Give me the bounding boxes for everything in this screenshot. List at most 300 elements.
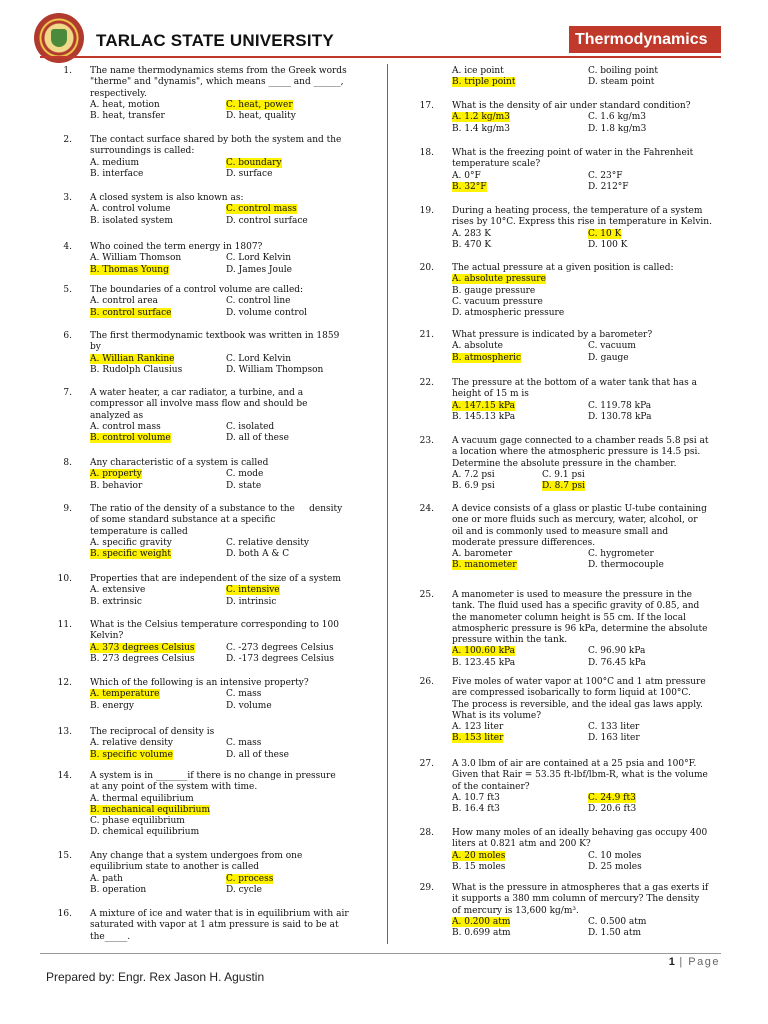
question-item — [50, 193, 370, 227]
answer-option-text: B. 153 liter — [452, 733, 504, 744]
answer-option — [90, 585, 226, 596]
answer-option-text: A. barometer — [452, 549, 513, 560]
question-item — [50, 135, 370, 180]
answer-option — [452, 722, 588, 733]
answer-options — [90, 354, 370, 377]
answer-options — [452, 793, 734, 816]
answer-options — [90, 794, 370, 839]
answer-option — [226, 253, 370, 264]
question-text: Five moles of water vapor at 100°C and 1 atm pressure are compressed isobarically to form liquid at 100°C. The process is reversible, and the ideal gas laws apply. What is its volume? — [452, 677, 706, 721]
answer-option — [226, 354, 370, 365]
answer-option — [588, 353, 734, 364]
answer-options — [90, 585, 370, 608]
question-number: 6. — [63, 331, 72, 341]
answer-option — [226, 365, 370, 376]
answer-option-text: B. manometer — [452, 560, 517, 571]
answer-option — [90, 874, 226, 885]
answer-option — [452, 341, 588, 352]
answer-option — [452, 658, 588, 669]
answer-option — [588, 171, 734, 182]
question-text: A device consists of a glass or plastic U-tube containing one or more fluids such as mercury, water, alcohol, or oil and is commonly used to measure small and moderate pressure differences. — [452, 504, 707, 548]
question-number: 4. — [63, 242, 72, 252]
answer-option — [90, 481, 226, 492]
answer-option-text: D. 163 liter — [588, 733, 640, 744]
answer-options — [452, 274, 734, 319]
question-item — [50, 727, 370, 761]
answer-option — [90, 816, 370, 827]
answer-option-text: A. 7.2 psi — [452, 469, 495, 480]
answer-option-text: C. process — [226, 873, 274, 884]
page-label: | Page — [679, 956, 720, 968]
answer-option — [90, 100, 226, 111]
question-number: 10. — [57, 574, 72, 584]
answer-option — [226, 296, 370, 307]
question-body — [90, 331, 370, 376]
question-item — [412, 101, 734, 135]
question-number: 21. — [419, 330, 434, 340]
answer-option-text: D. -173 degrees Celsius — [226, 653, 334, 664]
answer-option-text: C. intensive — [226, 585, 280, 596]
answer-options — [90, 874, 370, 897]
answer-option-correct — [90, 265, 226, 276]
question-body — [452, 828, 734, 873]
answer-options — [90, 253, 370, 276]
question-text: The ratio of the density of a substance to the density of some standard substance at a specific temperature is called — [90, 504, 343, 537]
answer-option — [452, 793, 588, 804]
answer-option-text: B. heat, transfer — [90, 111, 165, 122]
question-body — [90, 193, 370, 227]
answer-option-text: A. 10.7 ft3 — [452, 792, 500, 803]
answer-option-text: D. both A & C — [226, 549, 290, 560]
answer-option — [90, 253, 226, 264]
question-body — [90, 574, 370, 608]
answer-option-text: B. specific volume — [90, 749, 173, 760]
answer-option-text: D. thermocouple — [588, 560, 664, 571]
question-item — [50, 388, 370, 444]
answer-option-text: D. cycle — [226, 884, 262, 895]
question-text: A vacuum gage connected to a chamber reads 5.8 psi at a location where the atmospheric pressure is 14.5 psi. Determine the absolute pressure in the chamber. — [452, 436, 709, 469]
question-body — [452, 66, 734, 89]
subject-title: Thermodynamics — [569, 26, 721, 53]
question-item — [412, 378, 734, 423]
answer-options — [452, 112, 734, 135]
answer-option-correct — [90, 750, 226, 761]
answer-options — [452, 229, 734, 252]
answer-option — [588, 917, 734, 928]
question-text: During a heating process, the temperature of a system rises by 10°C. Express this rise in temperature in Kelvin. — [452, 206, 712, 228]
answer-option-text: A. path — [90, 873, 123, 884]
answer-option-text: D. 1.8 kg/m3 — [588, 123, 647, 134]
answer-option-text: B. 1.4 kg/m3 — [452, 123, 511, 134]
answer-option-correct — [90, 689, 226, 700]
answer-option-text: B. Thomas Young — [90, 264, 169, 275]
answer-option-correct — [226, 100, 370, 111]
answer-option-text: B. Rudolph Clausius — [90, 364, 183, 375]
question-body — [90, 66, 370, 122]
question-body — [452, 436, 734, 492]
question-number: 13. — [57, 727, 72, 737]
answer-option — [226, 689, 370, 700]
answer-option — [226, 750, 370, 761]
answer-options — [452, 171, 734, 194]
question-text: The name thermodynamics stems from the Greek words "therme" and "dynamis", which means _____ and ______, respectively. — [90, 66, 347, 99]
question-body — [452, 263, 734, 319]
answer-options — [452, 722, 734, 745]
answer-option-text: D. gauge — [588, 352, 629, 363]
answer-option-text: B. triple point — [452, 77, 516, 88]
answer-option-text: A. 100.60 kPa — [452, 646, 516, 657]
question-text: The boundaries of a control volume are called: — [90, 285, 304, 295]
prepared-by: Prepared by: Engr. Rex Jason H. Agustin — [46, 970, 265, 984]
answer-option — [542, 470, 734, 481]
answer-option-text: A. 147.15 kPa — [452, 400, 516, 411]
answer-option — [452, 804, 588, 815]
answer-option-text: B. energy — [90, 700, 134, 711]
answer-option-text: A. 283 K — [452, 228, 491, 239]
answer-option-text: C. control mass — [226, 204, 297, 215]
answer-option-text: A. relative density — [90, 738, 173, 749]
question-body — [452, 759, 734, 815]
answer-option — [226, 111, 370, 122]
answer-option-text: A. temperature — [90, 689, 160, 700]
answer-option — [452, 286, 734, 297]
answer-option-correct — [452, 182, 588, 193]
answer-option-text: D. all of these — [226, 749, 289, 760]
answer-option-text: D. chemical equilibrium — [90, 827, 200, 838]
question-number: 9. — [63, 504, 72, 514]
answer-option — [452, 308, 734, 319]
question-text: How many moles of an ideally behaving gas occupy 400 liters at 0.821 atm and 200 K? — [452, 828, 708, 850]
answer-option — [452, 928, 588, 939]
answer-option-correct — [452, 77, 588, 88]
answer-option-text: D. 130.78 kPa — [588, 411, 652, 422]
answer-option — [226, 643, 370, 654]
answer-options — [452, 401, 734, 424]
answer-option-text: A. property — [90, 469, 142, 480]
question-number: 20. — [419, 263, 434, 273]
question-text: Properties that are independent of the size of a system — [90, 574, 341, 584]
answer-option-text: A. William Thomson — [90, 253, 182, 264]
question-number: 12. — [57, 678, 72, 688]
answer-option — [226, 433, 370, 444]
answer-option — [588, 66, 734, 77]
answer-option-text: C. mass — [226, 738, 262, 749]
question-number: 26. — [419, 677, 434, 687]
question-item — [50, 458, 370, 492]
answer-options — [90, 204, 370, 227]
question-body — [90, 851, 370, 896]
question-text: Any change that a system undergoes from one equilibrium state to another is called — [90, 851, 303, 873]
question-body — [90, 242, 370, 276]
answer-option-text: C. 0.500 atm — [588, 916, 647, 927]
answer-option — [226, 481, 370, 492]
question-body — [90, 909, 370, 943]
answer-option — [588, 733, 734, 744]
answer-option — [452, 412, 588, 423]
answer-option — [588, 851, 734, 862]
question-text: The first thermodynamic textbook was written in 1859 by — [90, 331, 340, 353]
answer-option-text: C. Lord Kelvin — [226, 253, 292, 264]
question-body — [452, 677, 734, 745]
question-item — [412, 590, 734, 669]
answer-option — [588, 401, 734, 412]
answer-option-text: B. specific weight — [90, 549, 171, 560]
answer-option-text: B. 16.4 ft3 — [452, 804, 500, 815]
question-number: 8. — [63, 458, 72, 468]
question-text: A 3.0 lbm of air are contained at a 25 psia and 100°F. Given that Rair = 53.35 ft-lbf/lbm-R, what is the volume of the container? — [452, 759, 708, 792]
question-text: A system is in _______if there is no change in pressure at any point of the system with time. — [90, 771, 336, 793]
answer-option-text: B. operation — [90, 884, 147, 895]
answer-options — [90, 738, 370, 761]
answer-option — [588, 182, 734, 193]
answer-option-text: A. 373 degrees Celsius — [90, 642, 195, 653]
answer-option — [588, 112, 734, 123]
answer-option — [226, 701, 370, 712]
answer-option-text: B. 123.45 kPa — [452, 657, 516, 668]
answer-option-text: B. atmospheric — [452, 352, 521, 363]
answer-option — [90, 827, 370, 838]
answer-option-text: C. 1.6 kg/m3 — [588, 112, 646, 123]
question-body — [90, 135, 370, 180]
answer-option-text: A. extensive — [90, 585, 146, 596]
question-item — [412, 263, 734, 319]
answer-option-text: D. atmospheric pressure — [452, 308, 565, 319]
question-text: A manometer is used to measure the pressure in the tank. The fluid used has a specific gravity of 0.85, and the manometer column height is 55 cm. If the local atmospheric pressure is 96 kPa, determine the absolute pressure within the tank. — [452, 590, 708, 646]
answer-option — [90, 204, 226, 215]
answer-option-correct — [226, 585, 370, 596]
answer-options — [452, 646, 734, 669]
answer-option-text: A. absolute pressure — [452, 274, 546, 285]
answer-option-correct — [542, 481, 734, 492]
question-item — [50, 504, 370, 560]
answer-option — [588, 560, 734, 571]
answer-option-text: C. vacuum pressure — [452, 296, 543, 307]
answer-option — [452, 481, 542, 492]
answer-option-text: C. -273 degrees Celsius — [226, 642, 334, 653]
answer-options — [90, 643, 370, 666]
answer-option — [226, 549, 370, 560]
question-body — [90, 620, 370, 665]
answer-option-text: C. control line — [226, 296, 291, 307]
question-item — [50, 285, 370, 319]
question-body — [452, 378, 734, 423]
answer-option-correct — [90, 643, 226, 654]
answer-option-correct — [452, 353, 588, 364]
answer-option-text: C. relative density — [226, 537, 310, 548]
question-item — [412, 828, 734, 873]
answer-option — [588, 722, 734, 733]
answer-option — [588, 412, 734, 423]
answer-options — [90, 100, 370, 123]
answer-option-text: B. interface — [90, 168, 144, 179]
answer-option-text: B. behavior — [90, 480, 143, 491]
answer-option-text: B. extrinsic — [90, 596, 142, 607]
answer-option-text: D. heat, quality — [226, 111, 296, 122]
question-item — [50, 242, 370, 276]
answer-option-text: C. isolated — [226, 421, 275, 432]
answer-option — [90, 885, 226, 896]
question-item — [412, 883, 734, 939]
answer-option-text: D. surface — [226, 168, 273, 179]
answer-option-text: A. medium — [90, 157, 140, 168]
question-number: 2. — [63, 135, 72, 145]
question-item — [50, 851, 370, 896]
answer-option — [452, 240, 588, 251]
answer-option — [90, 597, 226, 608]
question-body — [452, 590, 734, 669]
answer-option-text: B. mechanical equilibrium — [90, 804, 211, 815]
answer-option-text: C. 24.9 ft3 — [588, 792, 636, 803]
answer-option — [226, 885, 370, 896]
answer-option-correct — [226, 158, 370, 169]
answer-option-correct — [90, 549, 226, 560]
answer-option — [90, 111, 226, 122]
answer-option-text: D. James Joule — [226, 264, 292, 275]
answer-option — [90, 538, 226, 549]
question-number: 3. — [63, 193, 72, 203]
answer-options — [90, 422, 370, 445]
university-name: TARLAC STATE UNIVERSITY — [96, 31, 334, 50]
answer-option-text: C. 133 liter — [588, 722, 640, 733]
answer-option-text: C. Lord Kelvin — [226, 353, 292, 364]
answer-option-text: D. 1.50 atm — [588, 928, 642, 939]
answer-option-correct — [90, 469, 226, 480]
answer-option-text: C. 9.1 psi — [542, 469, 585, 480]
answer-option — [226, 422, 370, 433]
answer-option — [90, 365, 226, 376]
answer-option — [452, 229, 588, 240]
answer-option-text: C. boiling point — [588, 66, 658, 76]
answer-option — [588, 862, 734, 873]
answer-options — [90, 538, 370, 561]
question-text: A water heater, a car radiator, a turbine, and a compressor all involve mass flow and should be analyzed as — [90, 388, 308, 421]
answer-option — [226, 738, 370, 749]
answer-option-text: D. 8.7 psi — [542, 481, 586, 492]
answer-option-correct — [452, 112, 588, 123]
question-item — [412, 148, 734, 193]
question-text: What is the pressure in atmospheres that a gas exerts if it supports a 380 mm column of mercury? The density of mercury is 13,600 kg/m³. — [452, 883, 709, 916]
question-body — [90, 727, 370, 761]
answer-option-text: A. 0.200 atm — [452, 916, 511, 927]
answer-option-correct — [588, 793, 734, 804]
page-indicator — [669, 956, 720, 968]
question-text: Which of the following is an intensive property? — [90, 678, 309, 688]
answer-option-text: B. 15 moles — [452, 861, 506, 872]
answer-options — [452, 851, 734, 874]
answer-option-correct — [90, 805, 370, 816]
question-body — [90, 388, 370, 444]
question-text: What pressure is indicated by a barometer? — [452, 330, 653, 340]
answer-option-correct — [452, 851, 588, 862]
answer-option — [226, 308, 370, 319]
question-body — [452, 206, 734, 251]
answer-option-correct — [452, 733, 588, 744]
question-body — [452, 101, 734, 135]
answer-option-text: C. 23°F — [588, 170, 623, 181]
answer-option-correct — [452, 646, 588, 657]
question-number: 27. — [419, 759, 434, 769]
question-body — [452, 504, 734, 572]
answer-option — [452, 124, 588, 135]
seal-emblem-icon — [51, 29, 67, 47]
answer-option-text: C. 119.78 kPa — [588, 400, 652, 411]
answer-option — [226, 469, 370, 480]
answer-option — [90, 701, 226, 712]
answer-option-text: D. steam point — [588, 77, 655, 88]
answer-option — [588, 928, 734, 939]
answer-option-text: D. William Thompson — [226, 364, 324, 375]
answer-option — [588, 124, 734, 135]
answer-options — [90, 469, 370, 492]
question-number: 14. — [57, 771, 72, 781]
answer-option — [90, 158, 226, 169]
answer-option — [452, 470, 542, 481]
question-item — [412, 677, 734, 745]
question-item — [50, 620, 370, 665]
page-number: 1 — [668, 956, 675, 968]
question-number: 17. — [419, 101, 434, 111]
answer-option-text: A. ice point — [452, 66, 504, 76]
answer-option-text: B. 273 degrees Celsius — [90, 653, 195, 664]
answer-option-text: C. 96.90 kPa — [588, 646, 646, 657]
answer-option — [90, 794, 370, 805]
question-text: A closed system is also known as: — [90, 193, 244, 203]
answer-option-text: B. 470 K — [452, 239, 492, 250]
answer-option — [588, 341, 734, 352]
answer-option-text: C. vacuum — [588, 341, 636, 352]
answer-options — [452, 66, 734, 89]
question-item — [412, 436, 734, 492]
question-item — [412, 504, 734, 572]
answer-option — [90, 738, 226, 749]
question-item — [50, 331, 370, 376]
question-text: The pressure at the bottom of a water tank that has a height of 15 m is — [452, 378, 697, 400]
answer-option-correct — [90, 433, 226, 444]
question-number: 7. — [63, 388, 72, 398]
answer-option — [588, 804, 734, 815]
answer-option — [226, 169, 370, 180]
answer-option — [452, 862, 588, 873]
column-divider — [387, 64, 388, 944]
answer-option — [588, 646, 734, 657]
question-text: What is the Celsius temperature corresponding to 100 Kelvin? — [90, 620, 339, 642]
answer-option-correct — [452, 274, 734, 285]
answer-options — [90, 689, 370, 712]
answer-options — [90, 158, 370, 181]
question-item — [50, 771, 370, 839]
answer-option-text: A. specific gravity — [90, 537, 172, 548]
answer-option-text: A. absolute — [452, 341, 504, 352]
answer-option-text: D. 100 K — [588, 239, 628, 250]
answer-option-correct — [452, 401, 588, 412]
answer-option-text: A. 20 moles — [452, 850, 506, 861]
answer-option-text: D. 25 moles — [588, 861, 642, 872]
question-number: 29. — [419, 883, 434, 893]
answer-option-text: C. phase equilibrium — [90, 816, 185, 827]
answer-option — [226, 654, 370, 665]
answer-options — [90, 296, 370, 319]
answer-options — [452, 917, 734, 940]
answer-option — [588, 549, 734, 560]
question-item — [412, 206, 734, 251]
answer-option — [226, 597, 370, 608]
question-text: Any characteristic of a system is called — [90, 458, 269, 468]
footer-rule — [40, 953, 721, 954]
question-text: The actual pressure at a given position is called: — [452, 263, 674, 273]
answer-option-text: D. state — [226, 480, 262, 491]
answer-option — [226, 538, 370, 549]
question-text: The contact surface shared by both the system and the surroundings is called: — [90, 135, 342, 157]
